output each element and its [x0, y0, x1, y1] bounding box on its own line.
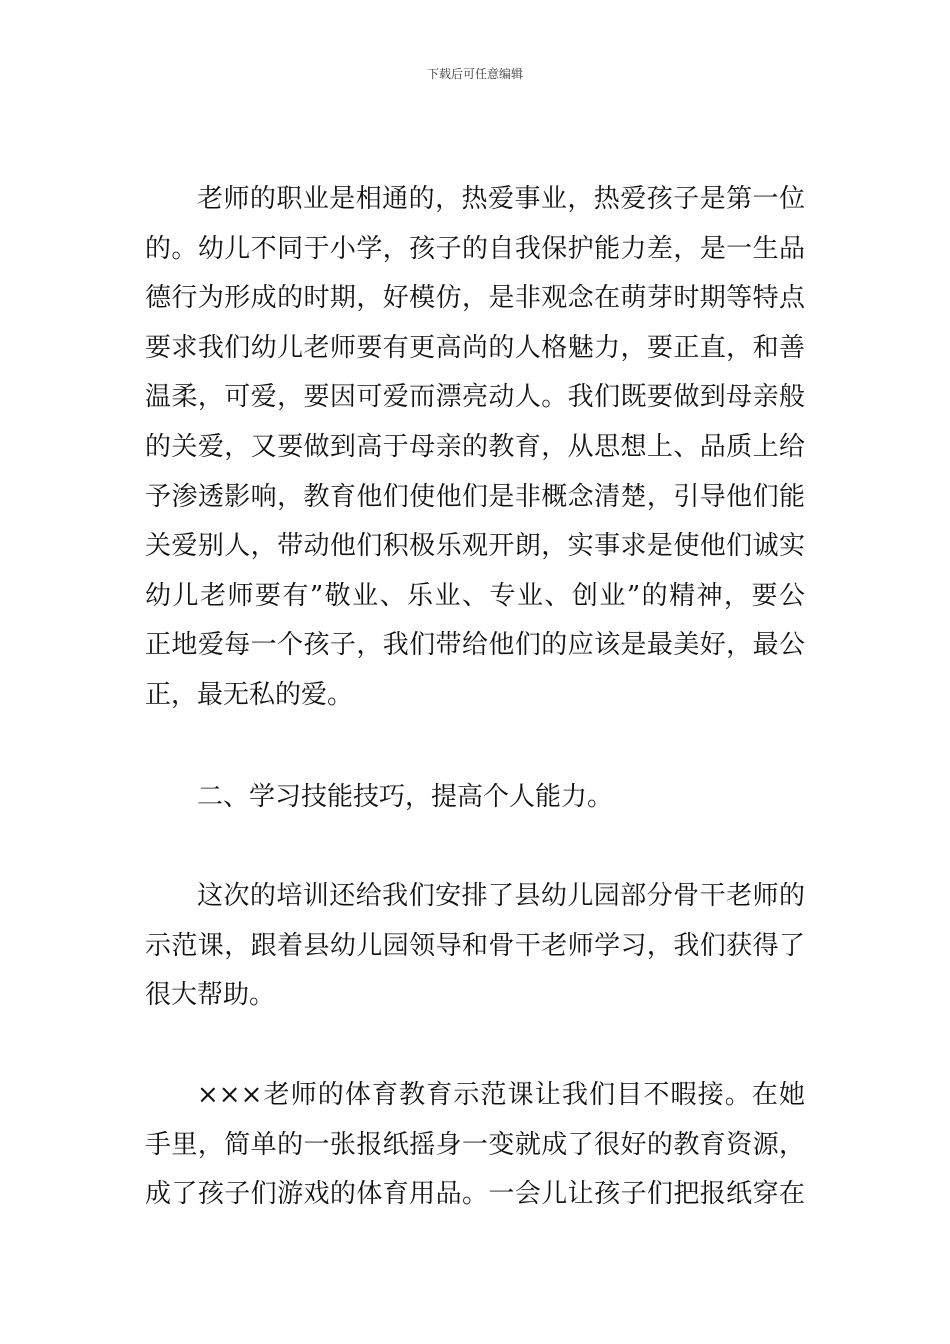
text-line: 手里，简单的一张报纸摇身一变就成了很好的教育资源，: [145, 1129, 805, 1160]
text-line: 这次的培训还给我们安排了县幼儿园部分骨干老师的: [197, 881, 805, 911]
text-line: 成了孩子们游戏的体育用品。一会儿让孩子们把报纸穿在: [145, 1179, 805, 1210]
text-line: 予渗透影响，教育他们使他们是非概念清楚，引导他们能: [145, 481, 805, 512]
paragraph-training: [145, 872, 805, 1021]
text-line: ×××老师的体育教育示范课让我们目不暇接。在她: [197, 1080, 805, 1110]
text-line: 温柔，可爱，要因可爱而漂亮动人。我们既要做到母亲般: [145, 382, 805, 413]
paragraph-teacher-profession: [145, 175, 805, 721]
text-line: 关爱别人，带动他们积极乐观开朗，实事求是使他们诚实: [145, 531, 805, 562]
heading-text: 二、学习技能技巧，提高个人能力。: [197, 782, 614, 812]
section-heading: [145, 773, 805, 823]
text-line: 很大帮助。: [145, 980, 276, 1011]
text-line: 德行为形成的时期，好模仿，是非观念在萌芽时期等特点: [145, 283, 805, 314]
text-line: 正，最无私的爱。: [145, 679, 354, 710]
text-line: 幼儿老师要有”敬业、乐业、专业、创业”的精神，要公: [145, 580, 805, 611]
text-line: 的。幼儿不同于小学，孩子的自我保护能力差，是一生品: [145, 233, 805, 264]
page-header: 下载后可任意编辑: [426, 67, 523, 81]
text-line: 老师的职业是相通的，热爱事业，热爱孩子是第一位: [197, 184, 805, 214]
text-line: 示范课，跟着县幼儿园领导和骨干老师学习，我们获得了: [145, 930, 805, 961]
text-line: 要求我们幼儿老师要有更高尚的人格魅力，要正直，和善: [145, 332, 805, 363]
text-line: 正地爱每一个孩子，我们带给他们的应该是最美好，最公: [145, 630, 805, 661]
paragraph-pe-lesson: [145, 1071, 805, 1220]
text-line: 的关爱，又要做到高于母亲的教育，从思想上、品质上给: [145, 431, 805, 462]
